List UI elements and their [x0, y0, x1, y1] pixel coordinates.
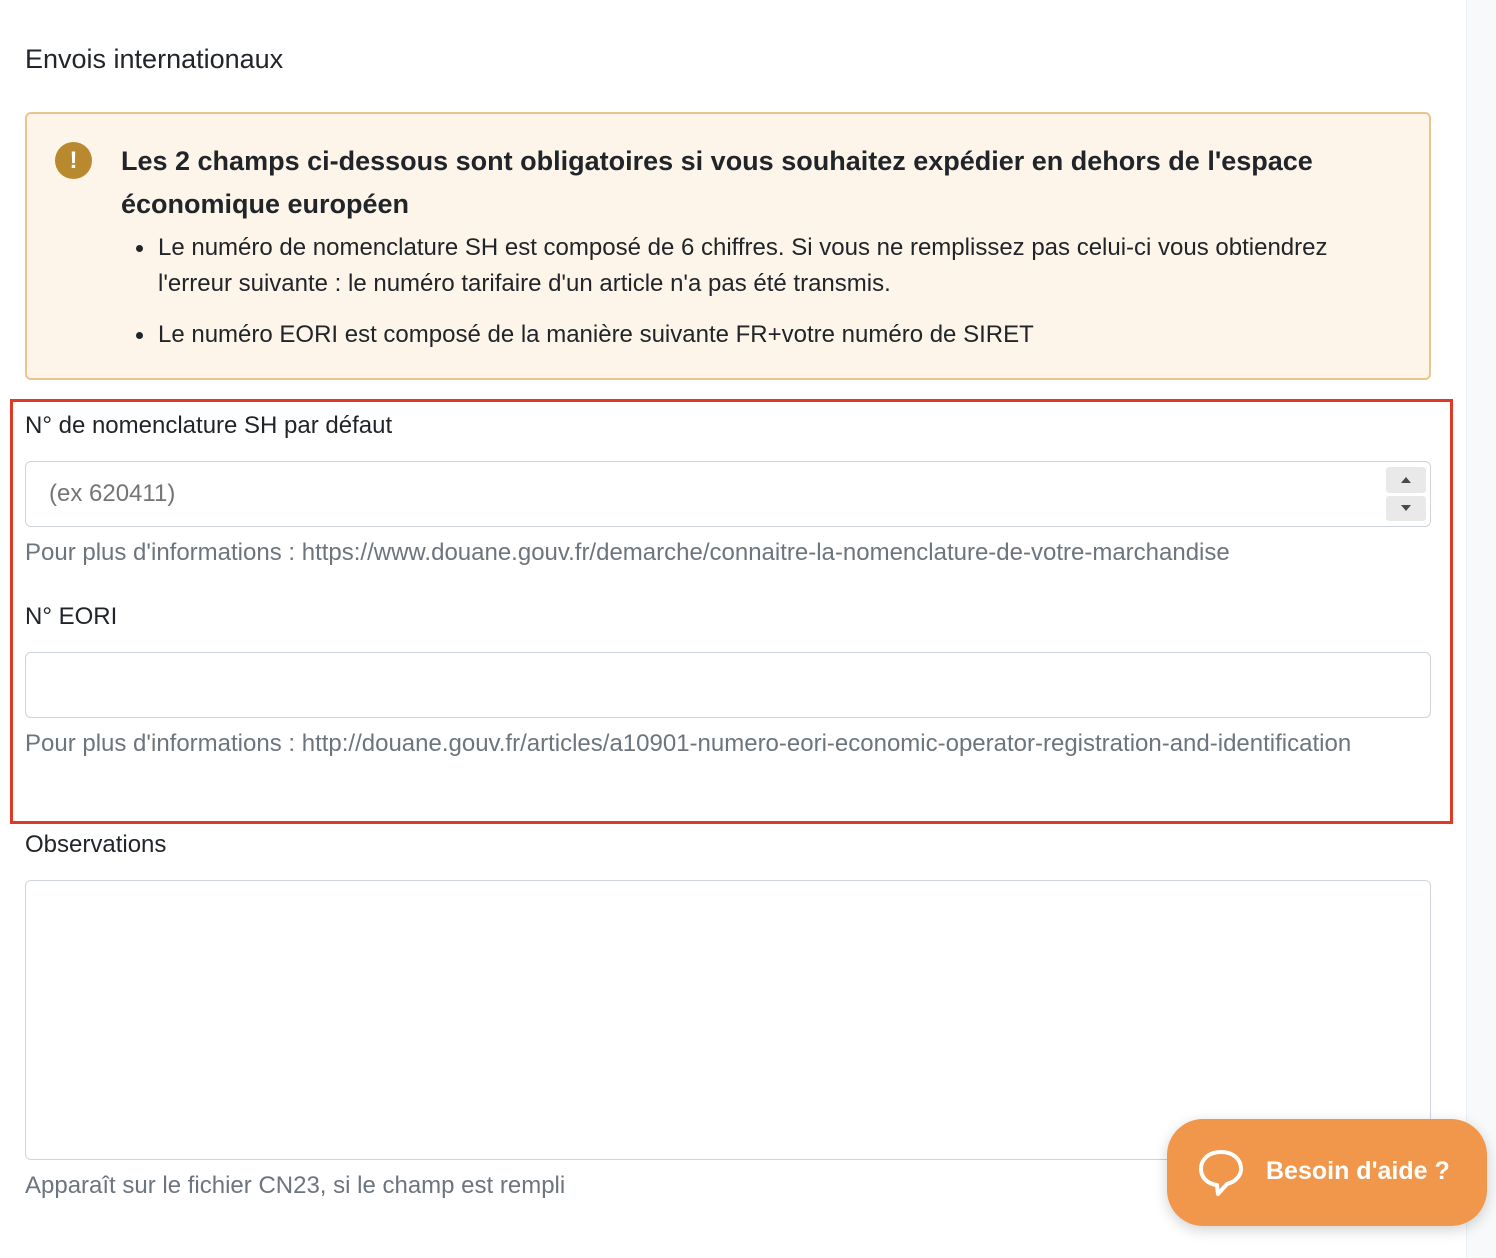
spinner-down-button[interactable]	[1386, 496, 1426, 522]
sh-number-input[interactable]	[26, 462, 1430, 526]
help-chat-button[interactable]	[1167, 1119, 1487, 1226]
observations-help-text: Apparaît sur le fichier CN23, si le champ est rempli	[25, 1172, 566, 1199]
observations-label: Observations	[25, 831, 167, 858]
observations-textarea[interactable]	[26, 881, 1430, 1159]
eori-input[interactable]	[26, 653, 1430, 717]
exclamation-circle-icon: !	[55, 142, 92, 179]
section-title: Envois internationaux	[25, 44, 284, 74]
eori-label: N° EORI	[25, 603, 118, 630]
alert-list-item: Le numéro de nomenclature SH est composé de 6 chiffres. Si vous ne remplissez pas celui-ci vous obtiendrez l'erreur suivante : le numéro tarifaire d'un article n'a pas été transmis.	[132, 230, 1372, 302]
eori-help-text: Pour plus d'informations : http://douane.gouv.fr/articles/a10901-numero-eori-economic-operator-registration-and-identification	[25, 730, 1352, 757]
spinner-up-button[interactable]	[1386, 467, 1426, 493]
number-spinner	[1386, 467, 1426, 521]
observations-field-wrapper	[25, 880, 1431, 1160]
sh-number-help-text: Pour plus d'informations : https://www.douane.gouv.fr/demarche/connaitre-la-nomenclature-de-votre-marchandise	[25, 539, 1230, 566]
warning-alert	[25, 112, 1431, 380]
sh-number-label: N° de nomenclature SH par défaut	[25, 412, 393, 439]
eori-field-wrapper	[25, 652, 1431, 718]
sh-number-field-wrapper	[25, 461, 1431, 527]
help-button-label: Besoin d'aide ?	[1266, 1157, 1450, 1185]
alert-list-item: Le numéro EORI est composé de la manière suivante FR+votre numéro de SIRET	[132, 317, 1372, 353]
page-scrollbar-track[interactable]	[1466, 0, 1496, 1258]
caret-down-icon	[1401, 505, 1411, 511]
alert-title: Les 2 champs ci-dessous sont obligatoires si vous souhaitez expédier en dehors de l'espace économique européen	[121, 146, 1313, 219]
caret-up-icon	[1401, 477, 1411, 483]
chat-bubble-icon	[1198, 1149, 1244, 1197]
alert-list	[132, 230, 1372, 368]
